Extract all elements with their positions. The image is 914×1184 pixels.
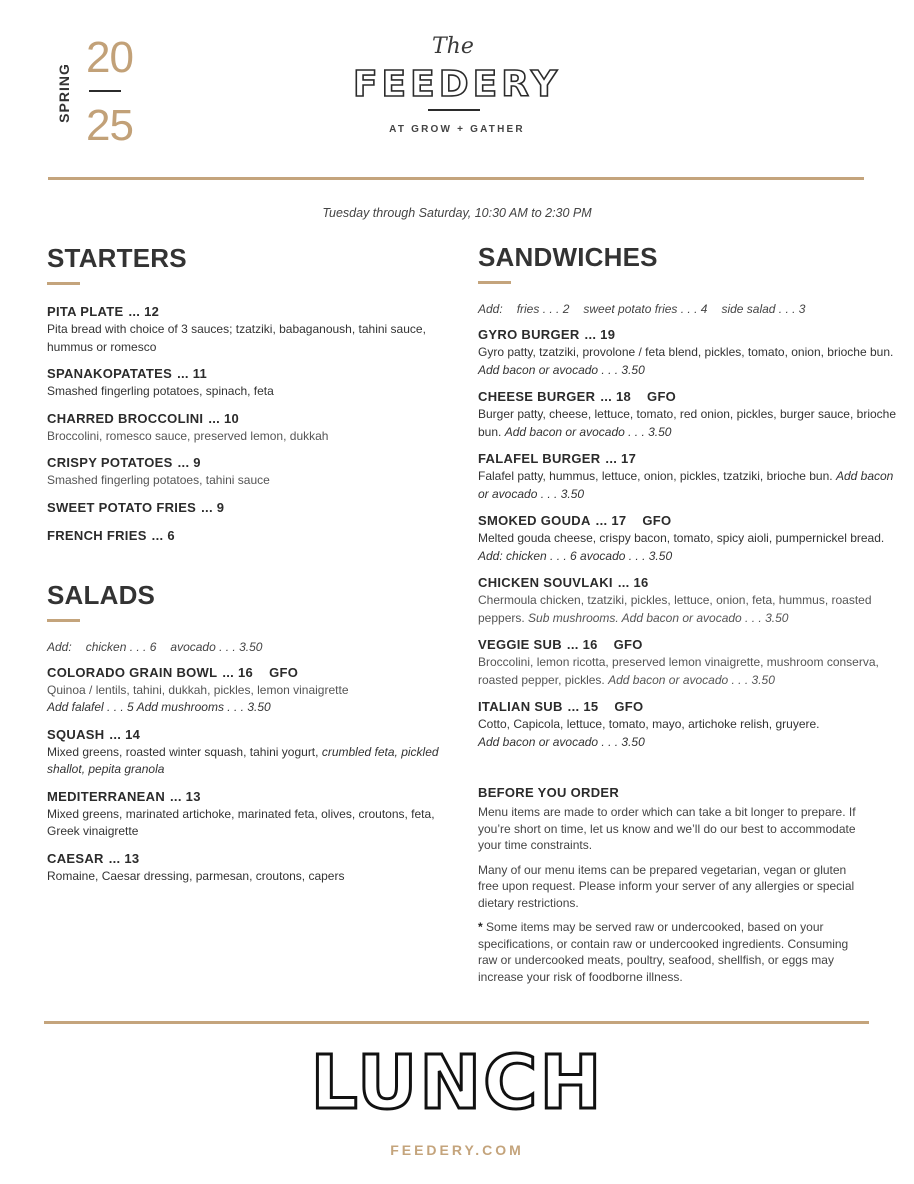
menu-item-italian-sub [478,698,898,751]
header-divider [48,177,864,180]
item-price: ... 16 [222,664,254,680]
starters-rule [47,282,80,285]
raw-food-warning: Some items may be served raw or undercooked, based on your specifications, or contain raw or undercooked ingredients. Consuming raw or undercooked meats, poultry, seafood, shellfish, or eggs may increase your risk of foodborne illness. [478,920,849,984]
before-title: BEFORE YOU ORDER [478,785,620,800]
year-divider [89,90,121,92]
menu-item-caesar [47,850,447,886]
gfo-badge: GFO [269,664,299,680]
menu-item-veggie-sub [478,636,898,689]
item-price: ... 10 [208,410,240,426]
logo-subtitle: AT GROW + GATHER [389,124,525,135]
item-desc: Melted gouda cheese, crispy bacon, tomato, spicy aioli, pumpernickel bread. [478,531,885,545]
item-price: ... 14 [109,726,141,742]
item-desc-italic: crumbled feta, pickled shallot, pepita granola [47,744,439,776]
item-price: ... 17 [595,513,627,528]
before-paragraph-1: Menu items are made to order which can take a bit longer to prepare. If you’re short on time, let us know and we’ll do our best to accommodate your time constraints. [478,805,856,852]
meal-title: LUNCH [310,1040,604,1126]
menu-item-charred-broccolini [47,410,447,446]
item-price: ... 18 [600,389,632,404]
gfo-badge: GFO [642,513,672,528]
gfo-badge: GFO [647,389,677,404]
website-link[interactable]: FEEDERY.COM [390,1142,524,1158]
item-desc: Mixed greens, marinated artichoke, marinated feta, olives, croutons, feta, Greek vinaigrette [47,806,435,838]
footer-divider [44,1021,869,1024]
item-name: CRISPY POTATOES [47,455,173,470]
item-price: ... 15 [567,699,599,714]
salads-rule [47,619,80,622]
item-price: ... 13 [170,788,201,804]
season-label: SPRING [56,63,72,123]
item-name: CHICKEN SOUVLAKI [478,575,613,590]
item-name: VEGGIE SUB [478,637,562,652]
starters-title: STARTERS [47,243,187,273]
sandwiches-title: SANDWICHES [478,242,658,272]
year-bottom: 25 [86,101,133,150]
item-price: ... 16 [566,637,598,652]
item-desc: Pita bread with choice of 3 sauces; tzatziki, babaganoush, tahini sauce, hummus or romesco [47,322,426,354]
menu-item-sweet-potato-fries [47,499,447,517]
item-price: ... 17 [605,451,637,466]
year-top: 20 [86,33,133,82]
item-name: PITA PLATE [47,304,124,319]
addon: sweet potato fries . . . 4 [583,302,708,316]
addon: fries . . . 2 [516,302,570,316]
menu-item-colorado-grain-bowl [47,664,447,717]
item-desc: Cotto, Capicola, lettuce, tomato, mayo, artichoke relish, gruyere. [478,717,820,731]
logo-the: The [432,34,474,59]
menu-item-falafel-burger [478,450,898,503]
item-price: ... 9 [201,499,225,515]
item-desc: Mixed greens, roasted winter squash, tahini yogurt, [47,744,319,759]
menu-item-french-fries [47,527,447,545]
logo-feedery: FEEDERY [352,64,562,105]
item-name: COLORADO GRAIN BOWL [47,664,218,680]
item-extra: Add: chicken . . . 6 avocado . . . 3.50 [478,548,673,563]
item-desc: Broccolini, romesco sauce, preserved lemon, dukkah [47,428,329,443]
item-desc: Gyro patty, tzatziki, provolone / feta blend, pickles, tomato, onion, brioche bun. [478,345,894,359]
item-extra: Add bacon or avocado . . . 3.50 [478,469,894,501]
item-name: SQUASH [47,726,105,742]
item-price: ... 11 [177,366,208,381]
item-desc: Burger patty, cheese, lettuce, tomato, red onion, pickles, burger sauce, brioche bun. [478,407,897,439]
item-desc: Quinoa / lentils, tahini, dukkah, pickles, lemon vinaigrette [47,682,349,697]
item-desc: Falafel patty, hummus, lettuce, onion, pickles, tzatziki, brioche bun. [478,469,833,483]
item-extra: Add bacon or avocado . . . 3.50 [478,734,645,749]
menu-item-mediterranean [47,788,447,841]
gfo-badge: GFO [613,637,643,652]
item-price: ... 6 [151,527,175,543]
item-name: CAESAR [47,850,104,866]
addon: chicken . . . 6 [85,639,157,654]
item-name: ITALIAN SUB [478,699,563,714]
item-extra: Add bacon or avocado . . . 3.50 [608,672,775,687]
logo-divider [428,109,480,111]
before-paragraph-3 [478,919,858,985]
item-name: SWEET POTATO FRIES [47,499,197,515]
gfo-badge: GFO [614,699,644,714]
sandwiches-rule [478,281,511,284]
item-desc: Smashed fingerling potatoes, spinach, feta [47,384,274,398]
salads-title: SALADS [47,579,156,610]
item-name: MEDITERRANEAN [47,788,166,804]
menu-item-squash [47,726,447,779]
salads-addons [47,640,447,654]
item-name: FALAFEL BURGER [478,451,601,466]
item-name: SMOKED GOUDA [478,513,591,528]
menu-item-spanakopatates [47,365,447,401]
item-price: ... 16 [617,575,649,590]
item-extra: Add bacon or avocado . . . 3.50 [478,362,645,377]
left-column [47,243,447,894]
item-name: CHEESE BURGER [478,389,596,404]
item-price: ... 19 [584,327,616,342]
menu-item-pita-plate [47,303,447,356]
asterisk: * [478,920,483,934]
item-name: CHARRED BROCCOLINI [47,410,204,426]
before-paragraph-2: Many of our menu items can be prepared vegetarian, vegan or gluten free upon request. Please inform your server of any allergies or special dietary restrictions. [478,862,855,910]
item-price: ... 9 [177,455,201,470]
item-name: FRENCH FRIES [47,527,147,543]
item-price: ... 13 [108,850,140,866]
menu-item-gyro-burger [478,326,898,379]
menu-item-smoked-gouda [478,512,898,565]
add-label: Add: [478,302,503,316]
item-extra: Add bacon or avocado . . . 3.50 [504,424,672,439]
item-desc: Broccolini, lemon ricotta, preserved lemon vinaigrette, mushroom conserva, roasted pepper, pickles. [478,655,879,687]
right-column [478,242,898,993]
item-extra: Sub mushrooms. Add bacon or avocado . . . 3.50 [528,610,789,625]
item-name: SPANAKOPATATES [47,366,173,381]
add-label: Add: [47,639,72,654]
item-desc: Romaine, Caesar dressing, parmesan, croutons, capers [47,868,345,883]
addon: side salad . . . 3 [721,302,806,316]
item-name: GYRO BURGER [478,327,580,342]
hours-text: Tuesday through Saturday, 10:30 AM to 2:30 PM [322,206,592,220]
menu-item-cheese-burger [478,388,898,441]
menu-item-chicken-souvlaki [478,574,898,627]
menu-item-crispy-potatoes [47,454,447,490]
item-extra: Add falafel . . . 5 Add mushrooms . . . 3.50 [47,700,271,714]
item-desc: Chermoula chicken, tzatziki, pickles, lettuce, onion, feta, hummus, roasted peppers. [478,593,872,625]
item-desc: Smashed fingerling potatoes, tahini sauce [47,473,270,487]
item-price: ... 12 [128,304,160,319]
before-you-order [478,785,898,985]
sandwiches-addons [478,302,898,316]
addon: avocado . . . 3.50 [170,639,263,654]
